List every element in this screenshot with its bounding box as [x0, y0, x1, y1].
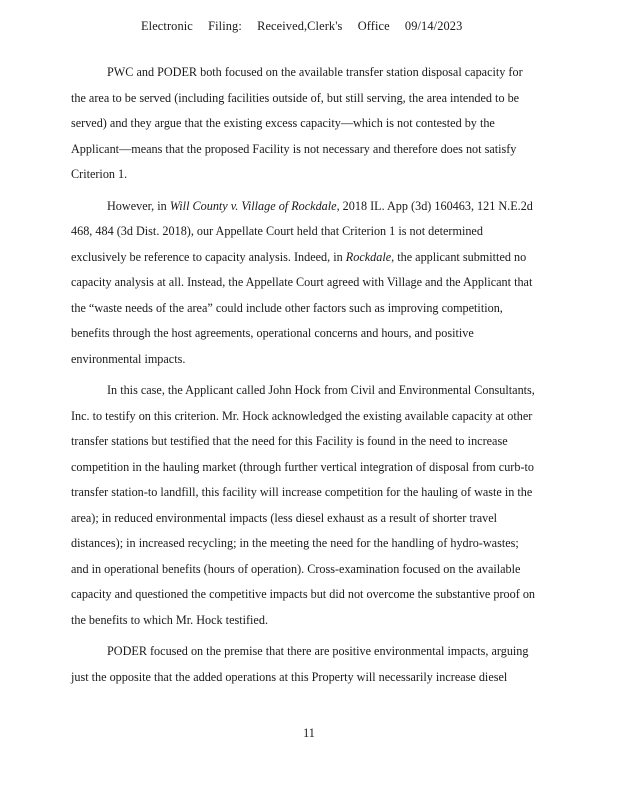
document-body [71, 60, 539, 696]
case-citation-rockdale: Rockdale [345, 249, 392, 264]
filing-stamp-header [141, 19, 481, 34]
paragraph-text: However, in [107, 198, 170, 213]
paragraph-poder-argument: PODER focused on the premise that there are positive environmental impacts, arguing just the opposite that the added operations at this Property will necessarily increase diesel [71, 644, 529, 684]
stamp-date: 09/14/2023 [404, 19, 463, 33]
case-citation-will-county: Will County v. Village of Rockdale [169, 198, 337, 213]
paragraph-rockdale-case [71, 194, 539, 373]
paragraph-capacity-argument: PWC and PODER both focused on the available transfer station disposal capacity for the area to be served (including facilities outside of, but still serving, the area intended to be served) and they argue that the existing excess capacity—which is not contested by the Applicant—means that the proposed Facility is not necessary and therefore does not satisfy Criterion 1. [71, 65, 523, 181]
stamp-office: Office [357, 19, 390, 33]
stamp-filing: Filing: [208, 19, 242, 33]
paragraph-text: , 2018 IL. App (3d) 160463, 121 N.E.2d 468, 484 (3d Dist. 2018), our Appellate Court held that Criterion 1 is not determined exclusively be reference to capacity analysis. Indeed, in [71, 198, 533, 264]
stamp-electronic: Electronic [141, 19, 193, 33]
stamp-received-clerks: Received,Clerk's [257, 19, 343, 33]
page-number: 11 [303, 726, 315, 740]
paragraph-hock-testimony: In this case, the Applicant called John Hock from Civil and Environmental Consultants, Inc. to testify on this criterion. Mr. Hock acknowledged the existing available capacity at other transfer stations but testified that the need for this Facility is found in the need to increase competition in the hauling market (through further vertical integration of disposal from curb-to transfer station-to landfill, this facility will increase competition for the hauling of waste in the area); in reduced environmental impacts (less diesel exhaust as a result of shorter travel distances); in increased recycling; in the meeting the need for the handling of hydro-wastes; and in operational benefits (hours of operation). Cross-examination focused on the available capacity and questioned the competitive impacts but did not overcome the substantive proof on the benefits to which Mr. Hock testified. [71, 383, 536, 627]
paragraph-text: , the applicant submitted no capacity analysis at all. Instead, the Appellate Court agreed with Village and the Applicant that the “waste needs of the area” could include other factors such as improving competition, benefits through the host agreements, operational concerns and hours, and positive environmental impacts. [71, 249, 533, 366]
